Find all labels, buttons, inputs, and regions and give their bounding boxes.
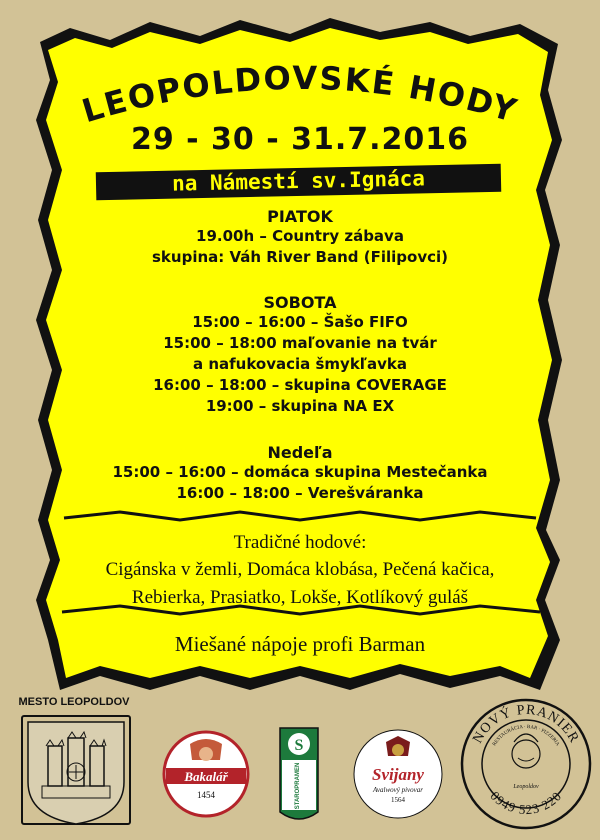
day-heading: Nedeľa bbox=[267, 443, 333, 462]
schedule-sunday bbox=[60, 443, 540, 504]
novy-name: NOVÝ PRANIER bbox=[470, 702, 582, 746]
day-heading: PIATOK bbox=[267, 207, 333, 226]
schedule-row: 15:00 – 18:00 maľovanie na tvár bbox=[163, 334, 437, 352]
food-section bbox=[70, 530, 530, 612]
svijany-logo bbox=[352, 728, 444, 820]
svg-text:0949 523 220 bbox=[487, 788, 564, 817]
bakalar-name: Bakalář bbox=[184, 769, 228, 784]
schedule-row: 16:00 – 18:00 – Verešváranka bbox=[176, 484, 424, 502]
schedule-row: a nafukovacia šmykľavka bbox=[192, 355, 407, 373]
mesto-crest-logo bbox=[18, 712, 134, 830]
novy-tags: RESTAURÁCIA · BAR · PIZZERIA bbox=[492, 724, 560, 748]
novy-place: Leopoldov bbox=[513, 784, 539, 790]
event-dates: 29 - 30 - 31.7.2016 bbox=[130, 122, 470, 157]
novy-phone: 0949 523 220 bbox=[487, 788, 565, 818]
schedule-row: 16:00 – 18:00 – skupina COVERAGE bbox=[153, 376, 447, 394]
drinks-text: Miešané nápoje profi Barman bbox=[174, 632, 426, 656]
staropramen-logo bbox=[268, 722, 330, 828]
mesto-label: MESTO LEOPOLDOV bbox=[18, 696, 130, 708]
day-heading: SOBOTA bbox=[263, 293, 337, 312]
schedule-row: 15:00 – 16:00 – domáca skupina Mestečanka bbox=[112, 463, 488, 481]
schedule-friday bbox=[60, 207, 540, 268]
staropramen-s-icon: S bbox=[294, 737, 304, 754]
schedule-saturday bbox=[60, 293, 540, 417]
poster-title: LEOPOLDOVSKÉ HODY bbox=[77, 58, 523, 131]
food-heading: Tradičné hodové: bbox=[233, 532, 367, 553]
schedule-row: 19:00 – skupina NA EX bbox=[205, 397, 395, 415]
food-line: Cigánska v žemli, Domáca klobása, Pečená kačica, bbox=[105, 559, 495, 580]
schedule-row: skupina: Váh River Band (Filipovci) bbox=[152, 248, 448, 266]
schedule-row: 19.00h – Country zábava bbox=[196, 227, 404, 245]
novy-pranier-logo bbox=[458, 696, 594, 832]
bakalar-logo bbox=[150, 730, 262, 820]
staropramen-name: STAROPRAMEN bbox=[295, 762, 301, 810]
food-line: Rebierka, Prasiatko, Lokše, Kotlíkový guláš bbox=[131, 587, 469, 608]
schedule-row: 15:00 – 16:00 – Šašo FIFO bbox=[192, 313, 408, 331]
svg-text:RESTAURÁCIA · BAR · PIZZERIA bbox=[492, 725, 560, 747]
svijany-sub: Avalwový pivovar bbox=[373, 786, 423, 794]
event-location: na Námestí sv.Ignáca bbox=[171, 166, 426, 196]
svijany-name: Svijany bbox=[372, 765, 424, 784]
bakalar-year: 1454 bbox=[197, 790, 215, 800]
svijany-year: 1564 bbox=[391, 796, 405, 804]
svg-text:LEOPOLDOVSKÉ HODY bbox=[78, 59, 523, 130]
title-arc bbox=[0, 0, 600, 140]
